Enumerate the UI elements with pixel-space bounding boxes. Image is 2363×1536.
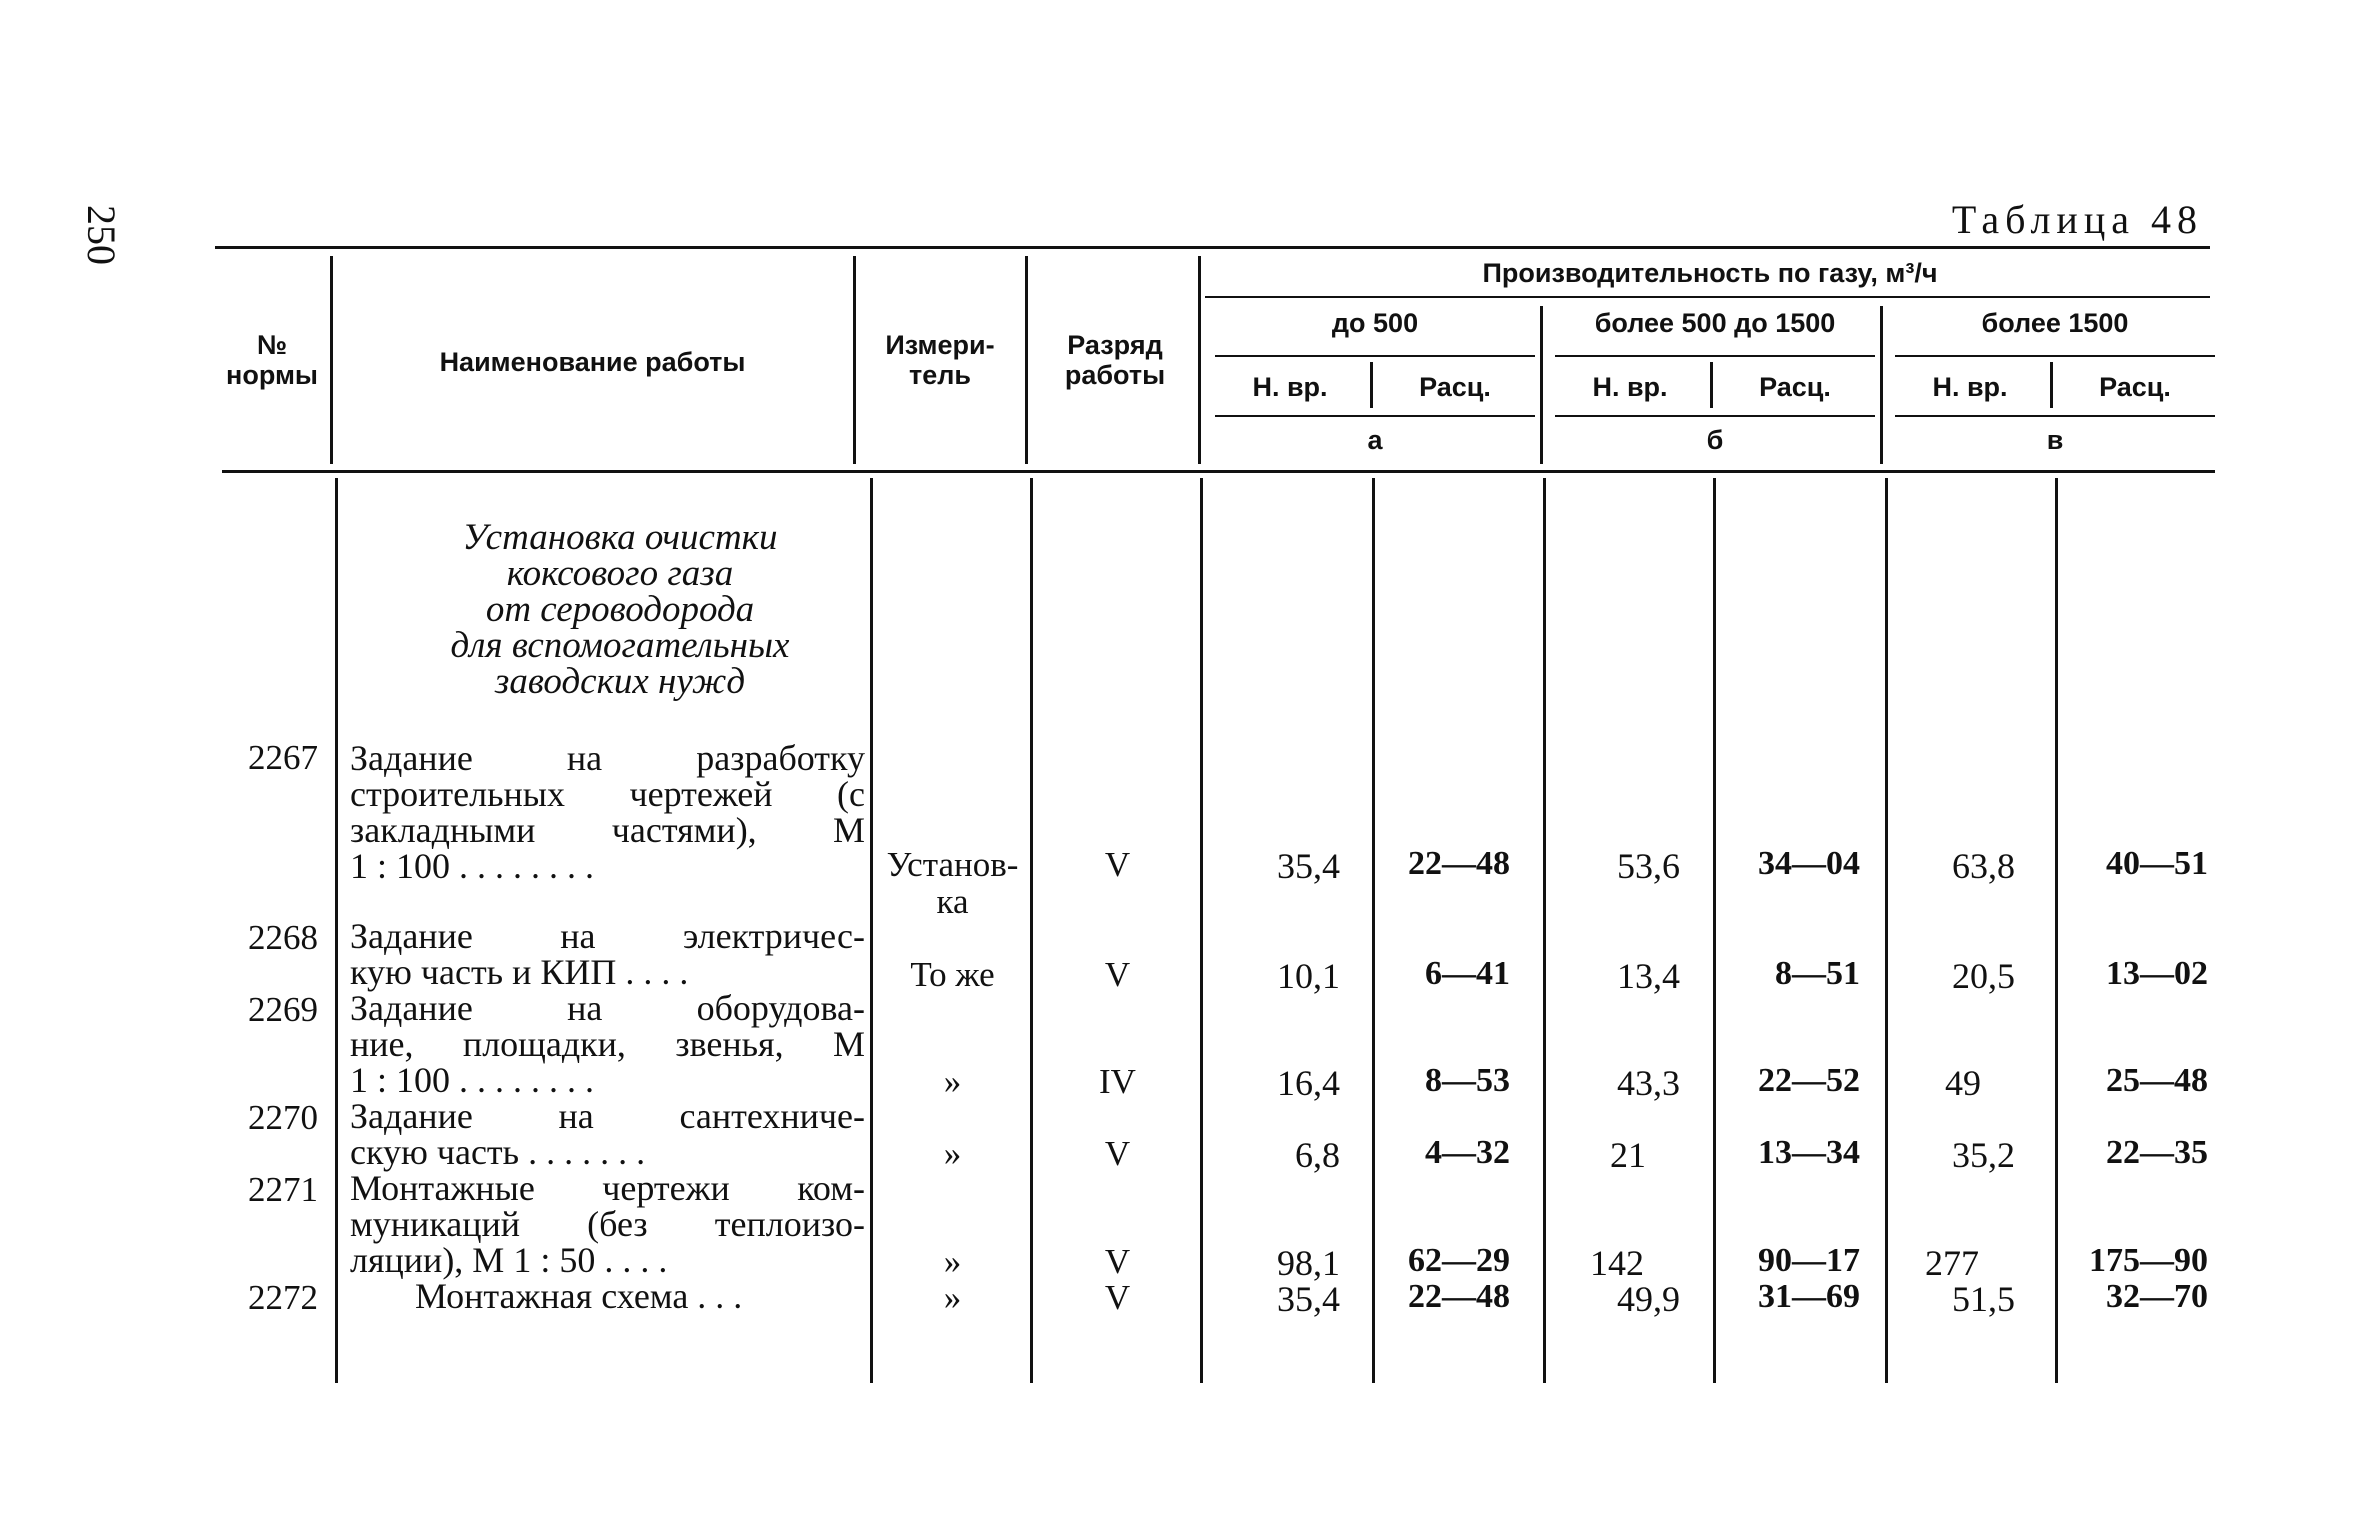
unit: » — [943, 1134, 962, 1173]
header-subgroup-c: более 1500 — [1981, 308, 2129, 338]
work-name — [350, 740, 865, 884]
header-norm-number: № нормы — [226, 330, 318, 390]
work-name-line: Задание на электричес- — [350, 916, 865, 956]
section-title-line: заводских нужд — [494, 661, 746, 702]
pay-a: 6—41 — [1425, 955, 1510, 992]
time-c: 20,5 — [1952, 956, 2015, 996]
body-vline — [335, 478, 338, 1383]
header-vline — [1025, 256, 1028, 464]
pay-c: 40—51 — [2106, 845, 2208, 882]
norm-number: 2271 — [248, 1170, 318, 1209]
header-pay-c: Расц. — [2099, 372, 2171, 402]
header-subgroup-b: более 500 до 1500 — [1594, 308, 1836, 338]
time-a: 35,4 — [1277, 846, 1340, 886]
work-name-line: муникаций (без теплоизо- — [350, 1204, 865, 1244]
work-name-line: кую часть и КИП . . . . — [350, 952, 689, 992]
time-b: 49,9 — [1617, 1279, 1680, 1319]
section-title-line: для вспомогательных — [450, 625, 790, 666]
header-letter-b: б — [1706, 425, 1724, 455]
header-vline — [330, 256, 333, 464]
work-name-line: Задание на сантехниче- — [350, 1096, 865, 1136]
work-name-line: скую часть . . . . . . . — [350, 1132, 646, 1172]
time-c: 51,5 — [1952, 1279, 2015, 1319]
subgroup-rule-b — [1555, 355, 1875, 357]
pay-a: 22—48 — [1408, 1278, 1510, 1315]
time-c: 63,8 — [1952, 846, 2015, 886]
work-name-line: ние, площадки, звенья, М — [350, 1024, 865, 1064]
pay-b: 13—34 — [1758, 1134, 1860, 1171]
header-subgroup-a: до 500 — [1331, 308, 1419, 338]
header-vline — [1198, 256, 1201, 464]
time-a: 16,4 — [1277, 1063, 1340, 1103]
grade: IV — [1099, 1062, 1136, 1101]
work-name-line: ляции), М 1 : 50 . . . . — [350, 1240, 668, 1280]
unit: То же — [910, 955, 995, 994]
pay-a: 8—53 — [1425, 1062, 1510, 1099]
work-name-line: Задание на разработку — [350, 738, 865, 778]
work-name — [350, 1170, 865, 1278]
unit: » — [943, 1062, 962, 1101]
work-name-line: 1 : 100 . . . . . . . . — [350, 846, 595, 886]
time-a: 6,8 — [1295, 1135, 1340, 1175]
work-name — [350, 1278, 865, 1314]
time-b: 53,6 — [1617, 846, 1680, 886]
header-grade: Разряд работы — [1064, 330, 1166, 390]
time-c: 49 — [1945, 1063, 1981, 1103]
header-vline — [1540, 306, 1543, 464]
body-vline — [1543, 478, 1546, 1383]
header-vline — [2050, 362, 2053, 408]
header-gas-capacity: Производительность по газу, м³/ч — [1482, 258, 1938, 288]
header-time-c: Н. вр. — [1932, 372, 2008, 402]
pay-c: 32—70 — [2106, 1278, 2208, 1315]
pay-c: 22—35 — [2106, 1134, 2208, 1171]
section-title-line: Установка очистки — [462, 517, 778, 558]
section-title-line: от сероводорода — [485, 589, 755, 630]
norm-number: 2269 — [248, 990, 318, 1029]
body-vline — [1200, 478, 1203, 1383]
time-a: 35,4 — [1277, 1279, 1340, 1319]
work-name-line: Задание на оборудова- — [350, 988, 865, 1028]
norm-number: 2268 — [248, 918, 318, 957]
norm-number: 2267 — [248, 738, 318, 777]
time-a: 98,1 — [1277, 1243, 1340, 1283]
header-vline — [1880, 306, 1883, 464]
grade: V — [1104, 955, 1131, 994]
header-letter-c: в — [2046, 425, 2064, 455]
grade: V — [1104, 1134, 1131, 1173]
header-time-a: Н. вр. — [1252, 372, 1328, 402]
unit: » — [943, 1242, 962, 1281]
pay-b: 22—52 — [1758, 1062, 1860, 1099]
work-name-line: 1 : 100 . . . . . . . . — [350, 1060, 595, 1100]
pay-b: 34—04 — [1758, 845, 1860, 882]
sub-rule-c — [1895, 415, 2215, 417]
body-vline — [1885, 478, 1888, 1383]
work-name — [350, 918, 865, 990]
time-a: 10,1 — [1277, 956, 1340, 996]
section-title — [340, 517, 900, 702]
subgroup-rule-c — [1895, 355, 2215, 357]
header-work-name: Наименование работы — [439, 347, 746, 377]
section-title-line: коксового газа — [506, 553, 734, 594]
pay-a: 62—29 — [1408, 1242, 1510, 1279]
time-c: 35,2 — [1952, 1135, 2015, 1175]
unit: » — [943, 1278, 962, 1317]
table-top-rule — [215, 246, 2210, 249]
subgroup-rule-a — [1215, 355, 1535, 357]
pay-a: 4—32 — [1425, 1134, 1510, 1171]
time-b: 142 — [1590, 1243, 1644, 1283]
work-name-line: строительных чертежей (с — [350, 774, 865, 814]
table-title: Таблица 48 — [1951, 197, 2203, 242]
pay-b: 90—17 — [1758, 1242, 1860, 1279]
work-name — [350, 990, 865, 1098]
sub-rule-a — [1215, 415, 1535, 417]
pay-c: 13—02 — [2106, 955, 2208, 992]
header-bottom-rule — [222, 470, 2215, 473]
time-b: 43,3 — [1617, 1063, 1680, 1103]
time-b: 13,4 — [1617, 956, 1680, 996]
grade: V — [1104, 1278, 1131, 1317]
group-rule — [1205, 296, 2210, 298]
pay-c: 25—48 — [2106, 1062, 2208, 1099]
header-pay-b: Расц. — [1759, 372, 1831, 402]
unit: ка — [936, 882, 969, 921]
header-unit: Измери- тель — [885, 330, 995, 390]
time-c: 277 — [1925, 1243, 1979, 1283]
page-number: 250 — [79, 205, 124, 265]
grade: V — [1104, 1242, 1131, 1281]
pay-b: 8—51 — [1775, 955, 1860, 992]
body-vline — [1713, 478, 1716, 1383]
header-pay-a: Расц. — [1419, 372, 1491, 402]
work-name-line: закладными частями), М — [350, 810, 865, 850]
time-b: 21 — [1610, 1135, 1646, 1175]
unit: Установ- — [886, 845, 1019, 884]
header-vline — [1710, 362, 1713, 408]
pay-b: 31—69 — [1758, 1278, 1860, 1315]
header-vline — [1370, 362, 1373, 408]
norm-number: 2270 — [248, 1098, 318, 1137]
header-letter-a: а — [1367, 425, 1383, 455]
header-vline — [853, 256, 856, 464]
header-time-b: Н. вр. — [1592, 372, 1668, 402]
sub-rule-b — [1555, 415, 1875, 417]
work-name-line: Монтажные чертежи ком- — [350, 1168, 865, 1208]
body-vline — [2055, 478, 2058, 1383]
norm-number: 2272 — [248, 1278, 318, 1317]
grade: V — [1104, 845, 1131, 884]
pay-c: 175—90 — [2089, 1242, 2208, 1279]
work-name — [350, 1098, 865, 1170]
work-name-line: Монтажная схема . . . — [415, 1276, 743, 1316]
body-vline — [1030, 478, 1033, 1383]
pay-a: 22—48 — [1408, 845, 1510, 882]
